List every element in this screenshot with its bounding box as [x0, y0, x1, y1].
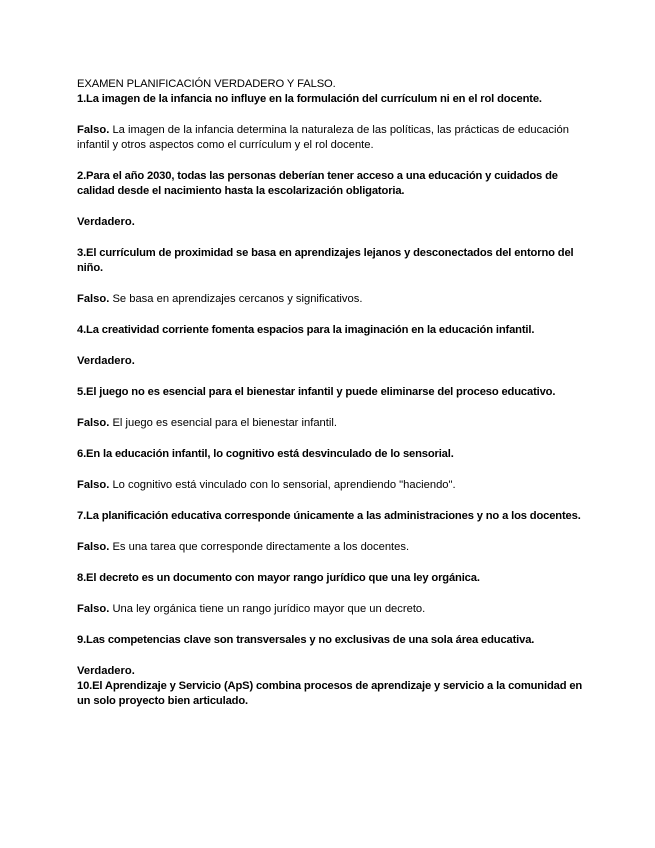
verdict-1: Falso. [77, 124, 110, 136]
explanation-5: El juego es esencial para el bienestar infantil. [112, 417, 337, 429]
spacer [77, 617, 587, 633]
explanation-1: La imagen de la infancia determina la naturaleza de las políticas, las prácticas de educación infantil y otros aspectos como el currículum y el rol docente. [77, 124, 569, 151]
spacer [77, 400, 587, 416]
question-1: 1.La imagen de la infancia no influye en la formulación del currículum ni en el rol docente. [77, 93, 542, 105]
spacer [77, 230, 587, 246]
exam-document [77, 77, 587, 709]
question-3: 3.El currículum de proximidad se basa en aprendizajes lejanos y desconectados del entorno del niño. [77, 247, 574, 274]
verdict-7: Falso. [77, 541, 110, 553]
spacer [77, 199, 587, 215]
document-title: EXAMEN PLANIFICACIÓN VERDADERO Y FALSO. [77, 78, 336, 90]
verdict-4: Verdadero. [77, 355, 135, 367]
explanation-8: Una ley orgánica tiene un rango jurídico mayor que un decreto. [112, 603, 426, 615]
spacer [77, 276, 587, 292]
question-7: 7.La planificación educativa corresponde únicamente a las administraciones y no a los docentes. [77, 510, 581, 522]
spacer [77, 153, 587, 169]
question-10: 10.El Aprendizaje y Servicio (ApS) combina procesos de aprendizaje y servicio a la comunidad en un solo proyecto bien articulado. [77, 680, 583, 707]
question-5: 5.El juego no es esencial para el bienestar infantil y puede eliminarse del proceso educativo. [77, 386, 556, 398]
spacer [77, 431, 587, 447]
answer-7 [77, 540, 587, 555]
question-2: 2.Para el año 2030, todas las personas deberían tener acceso a una educación y cuidados de calidad desde el nacimiento hasta la escolarización obligatoria. [77, 170, 558, 197]
answer-2 [77, 215, 587, 230]
verdict-6: Falso. [77, 479, 110, 491]
spacer [77, 524, 587, 540]
verdict-2: Verdadero. [77, 216, 135, 228]
answer-4 [77, 354, 587, 369]
spacer [77, 493, 587, 509]
answer-3 [77, 292, 587, 307]
spacer [77, 586, 587, 602]
spacer [77, 648, 587, 664]
question-6: 6.En la educación infantil, lo cognitivo está desvinculado de lo sensorial. [77, 448, 454, 460]
spacer [77, 307, 587, 323]
verdict-8: Falso. [77, 603, 110, 615]
spacer [77, 462, 587, 478]
question-4: 4.La creatividad corriente fomenta espacios para la imaginación en la educación infantil. [77, 324, 535, 336]
answer-6 [77, 478, 587, 493]
explanation-7: Es una tarea que corresponde directamente a los docentes. [112, 541, 410, 553]
answer-1 [77, 123, 587, 153]
explanation-3: Se basa en aprendizajes cercanos y significativos. [112, 293, 363, 305]
answer-5 [77, 416, 587, 431]
verdict-5: Falso. [77, 417, 110, 429]
spacer [77, 555, 587, 571]
explanation-6: Lo cognitivo está vinculado con lo sensorial, aprendiendo "haciendo". [112, 479, 456, 491]
spacer [77, 369, 587, 385]
verdict-9: Verdadero. [77, 665, 135, 677]
verdict-3: Falso. [77, 293, 110, 305]
spacer [77, 338, 587, 354]
question-8: 8.El decreto es un documento con mayor rango jurídico que una ley orgánica. [77, 572, 480, 584]
answer-8 [77, 602, 587, 617]
answer-9 [77, 664, 587, 679]
question-9: 9.Las competencias clave son transversales y no exclusivas de una sola área educativa. [77, 634, 535, 646]
spacer [77, 107, 587, 123]
